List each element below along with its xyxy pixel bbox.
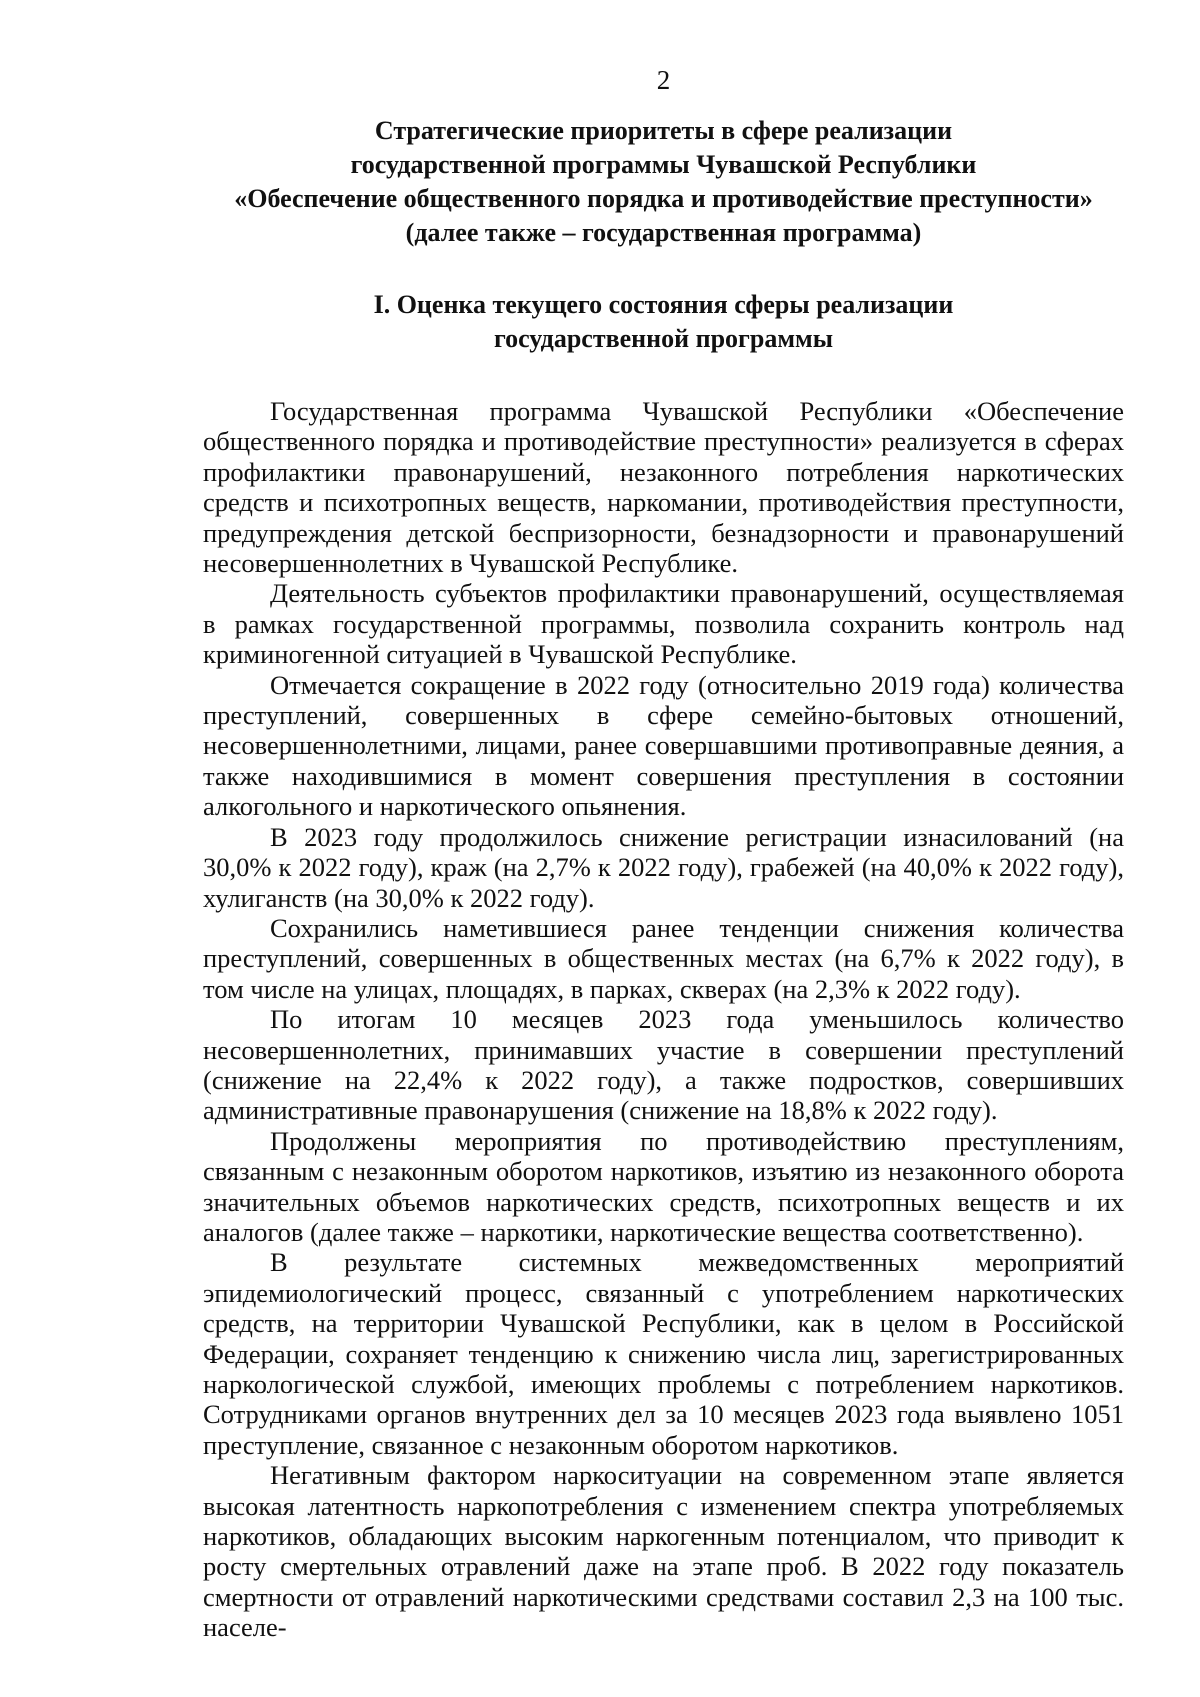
body-text [203, 396, 1124, 1643]
paragraph: Отмечается сокращение в 2022 году (относительно 2019 года) количества преступлений, совершенных в сфере семейно-бытовых отношений, несовершеннолетними, лицами, ранее совершавшими противоправные деяния, а также находившимися в момент совершения преступления в состоянии алкогольного и наркотического опьянения. [203, 669, 1124, 822]
paragraph: В 2023 году продолжилось снижение регистрации изнасилований (на 30,0% к 2022 году), краж (на 2,7% к 2022 году), грабежей (на 40,0% к 2022 году), хулиганств (на 30,0% к 2022 году). [203, 821, 1124, 913]
section-heading-line: I. Оценка текущего состояния сферы реализации [373, 290, 954, 319]
title-line: государственной программы Чувашской Республики [350, 150, 977, 179]
paragraph: По итогам 10 месяцев 2023 года уменьшилось количество несовершеннолетних, принимавших участие в совершении преступлений (снижение на 22,4% к 2022 году), а также подростков, совершивших административные правонарушения (снижение на 18,8% к 2022 году). [203, 1004, 1124, 1126]
paragraph: Сохранились наметившиеся ранее тенденции снижения количества преступлений, совершенных в общественных местах (на 6,7% к 2022 году), в том числе на улицах, площадях, в парках, скверах (на 2,3% к 2022 году). [203, 912, 1124, 1004]
title-line: Стратегические приоритеты в сфере реализации [374, 116, 953, 145]
paragraph: Негативным фактором наркоситуации на современном этапе является высокая латентность наркопотребления с изменением спектра употребляемых наркотиков, обладающих высоким наркогенным потенциалом, что приводит к росту смертельных отравлений даже на этапе проб. В 2022 году показатель смертности от отравлений наркотическими средствами составил 2,3 на 100 тыс. населе- [203, 1460, 1124, 1643]
paragraph: Продолжены мероприятия по противодействию преступлениям, связанным с незаконным оборотом наркотиков, изъятию из незаконного оборота значительных объемов наркотических средств, психотропных веществ и их аналогов (далее также – наркотики, наркотические вещества соответственно). [203, 1125, 1124, 1247]
page-number: 2 [656, 65, 671, 95]
document-page [203, 60, 1124, 1643]
section-heading-line: государственной программы [493, 324, 834, 353]
paragraph: Государственная программа Чувашской Республики «Обеспечение общественного порядка и противодействие преступности» реализуется в сферах профилактики правонарушений, незаконного потребления наркотических средств и психотропных веществ, наркомании, противодействия преступности, предупреждения детской беспризорности, безнадзорности и правонарушений несовершеннолетних в Чувашской Республике. [203, 396, 1124, 579]
title-line: (далее также – государственная программа) [405, 218, 922, 247]
document-title [203, 114, 1124, 250]
section-heading [203, 288, 1124, 356]
title-line: «Обеспечение общественного порядка и противодействие преступности» [234, 184, 1093, 213]
paragraph: В результате системных межведомственных мероприятий эпидемиологический процесс, связанный с употреблением наркотических средств, на территории Чувашской Республики, как в целом в Российской Федерации, сохраняет тенденцию к снижению числа лиц, зарегистрированных наркологической службой, имеющих проблемы с потреблением наркотиков. Сотрудниками органов внутренних дел за 10 месяцев 2023 года выявлено 1051 преступление, связанное с незаконным оборотом наркотиков. [203, 1247, 1124, 1460]
paragraph: Деятельность субъектов профилактики правонарушений, осуществляемая в рамках государственной программы, позволила сохранить контроль над криминогенной ситуацией в Чувашской Республике. [203, 578, 1124, 670]
